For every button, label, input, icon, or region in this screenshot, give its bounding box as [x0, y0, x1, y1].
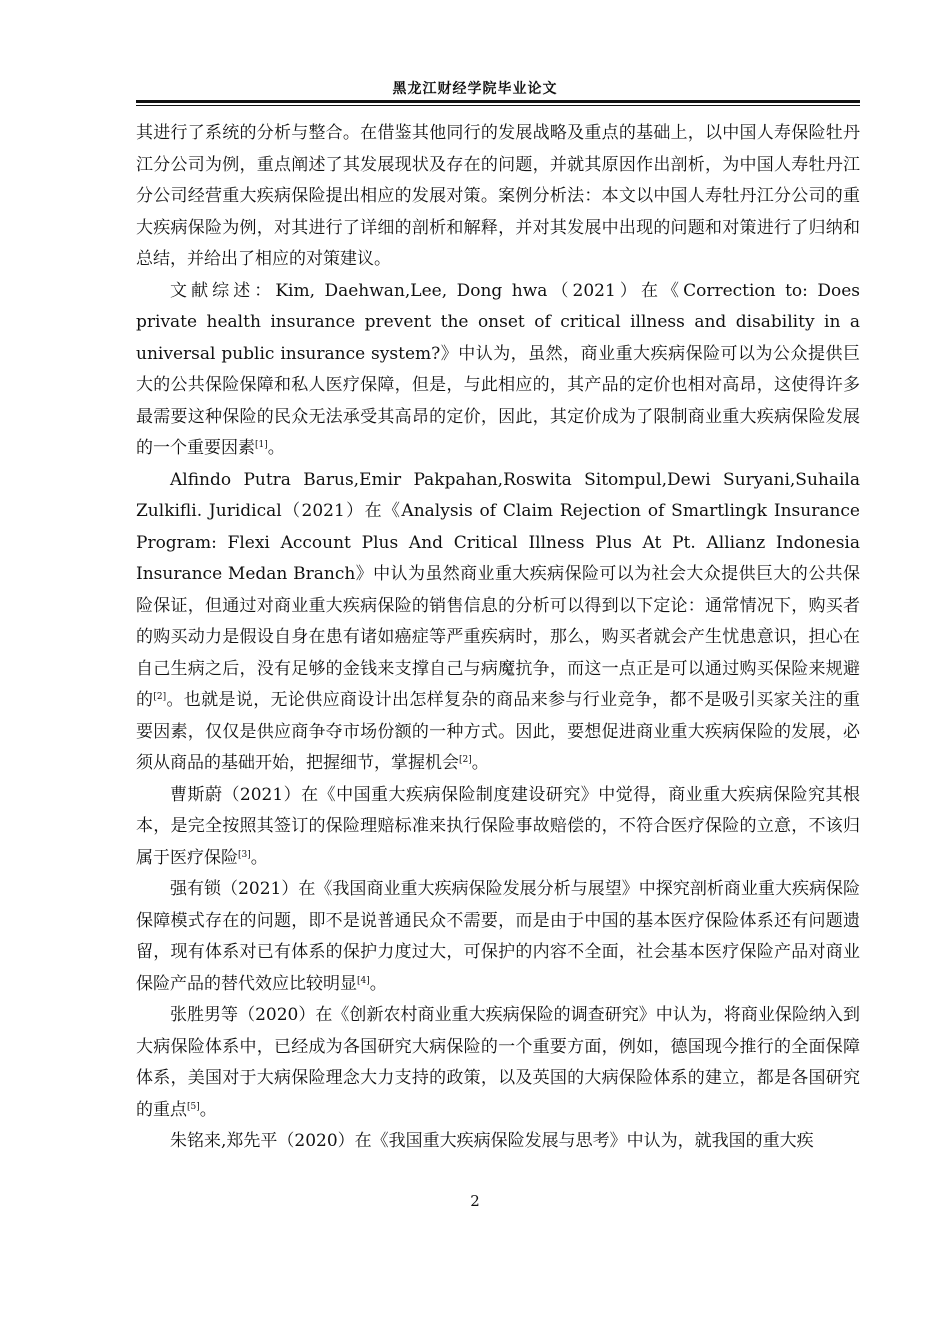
paragraph-cao: 曹斯蔚（2021）在《中国重大疾病保险制度建设研究》中觉得，商业重大疾病保险究其根本，是完全按照其签订的保险理赔标准来执行保险事故赔偿的，不符合医疗保险的立意，不该归属于医疗保险[3]。: [136, 784, 860, 868]
paragraph-continuation: 其进行了系统的分析与整合。在借鉴其他同行的发展战略及重点的基础上，以中国人寿保险牡丹江分公司为例，重点阐述了其发展现状及存在的问题，并就其原因作出剖析，为中国人寿牡丹江分公司经营重大疾病保险提出相应的发展对策。案例分析法：本文以中国人寿牡丹江分公司的重大疾病保险为例，对其进行了详细的剖析和解释，并对其发展中出现的问题和对策进行了归纳和总结，并给出了相应的对策建议。: [136, 123, 860, 269]
header-rule-thin: [136, 105, 860, 106]
paragraph-zhu-zheng: 朱铭来,郑先平（2020）在《我国重大疾病保险发展与思考》中认为，就我国的重大疾: [170, 1131, 814, 1151]
citation-marker: [2]: [459, 755, 472, 765]
page-number: 2: [470, 1192, 480, 1210]
citation-marker: [3]: [238, 849, 251, 860]
citation-marker: [1]: [255, 440, 268, 450]
citation-marker: [4]: [357, 975, 370, 986]
paragraph-kim-lee: 文献综述：Kim, Daehwan,Lee, Dong hwa（2021）在《Correction to: Does private health insurance prevent the onset of critical illness and disability in a universal public insurance system?》中认为，虽然，商业重大疾病保险可以为公众提供巨大的公共保险保障和私人医疗保障，但是，与此相应的，其产品的定价也相对高昂，这使得许多最需要这种保险的民众无法承受其高昂的定价，因此，其定价成为了限制商业重大疾病保险发展的一个重要因素[1]。: [136, 280, 860, 458]
running-header-title: 黑龙江财经学院毕业论文: [392, 81, 558, 97]
body-text: [136, 118, 860, 1158]
citation-marker: [2]: [153, 692, 167, 702]
header-rule-thick: [136, 100, 860, 103]
paragraph-barus: Alfindo Putra Barus,Emir Pakpahan,Roswita Sitompul,Dewi Suryani,Suhaila Zulkifli. Juridical（2021）在《Analysis of Claim Rejection of Smartlingk Insurance Program: Flexi Account Plus And Critical Illness Plus At Pt. Allianz Indonesia Insurance Medan Branch》中认为虽然商业重大疾病保险可以为社会大众提供巨大的公共保险保证，但通过对商业重大疾病保险的销售信息的分析可以得到以下定论：通常情况下，购买者的购买动力是假设自身在患有诸如癌症等严重疾病时，那么，购买者就会产生忧患意识，担心在自己生病之后，没有足够的金钱来支撑自己与病魔抗争，而这一点正是可以通过购买保险来规避的[2]。也就是说，无论供应商设计出怎样复杂的商品来参与行业竞争，都不是吸引买家关注的重要因素，仅仅是供应商争夺市场份额的一种方式。因此，要想促进商业重大疾病保险的发展，必须从商品的基础开始，把握细节，掌握机会[2]。: [136, 469, 861, 773]
paragraph-zhang: 张胜男等（2020）在《创新农村商业重大疾病保险的调查研究》中认为，将商业保险纳入到大病保险体系中，已经成为各国研究大病保险的一个重要方面，例如，德国现今推行的全面保障体系，美国对于大病保险理念大力支持的政策，以及英国的大病保险体系的建立，都是各国研究的重点[5]。: [136, 1005, 860, 1120]
citation-marker: [5]: [187, 1101, 200, 1112]
paragraph-qiang: 强有锁（2021）在《我国商业重大疾病保险发展分析与展望》中探究剖析商业重大疾病保险保障模式存在的问题，即不是说普通民众不需要，而是由于中国的基本医疗保险体系还有问题遗留，现有体系对已有体系的保护力度过大，可保护的内容不全面，社会基本医疗保险产品对商业保险产品的替代效应比较明显[4]。: [136, 879, 860, 994]
